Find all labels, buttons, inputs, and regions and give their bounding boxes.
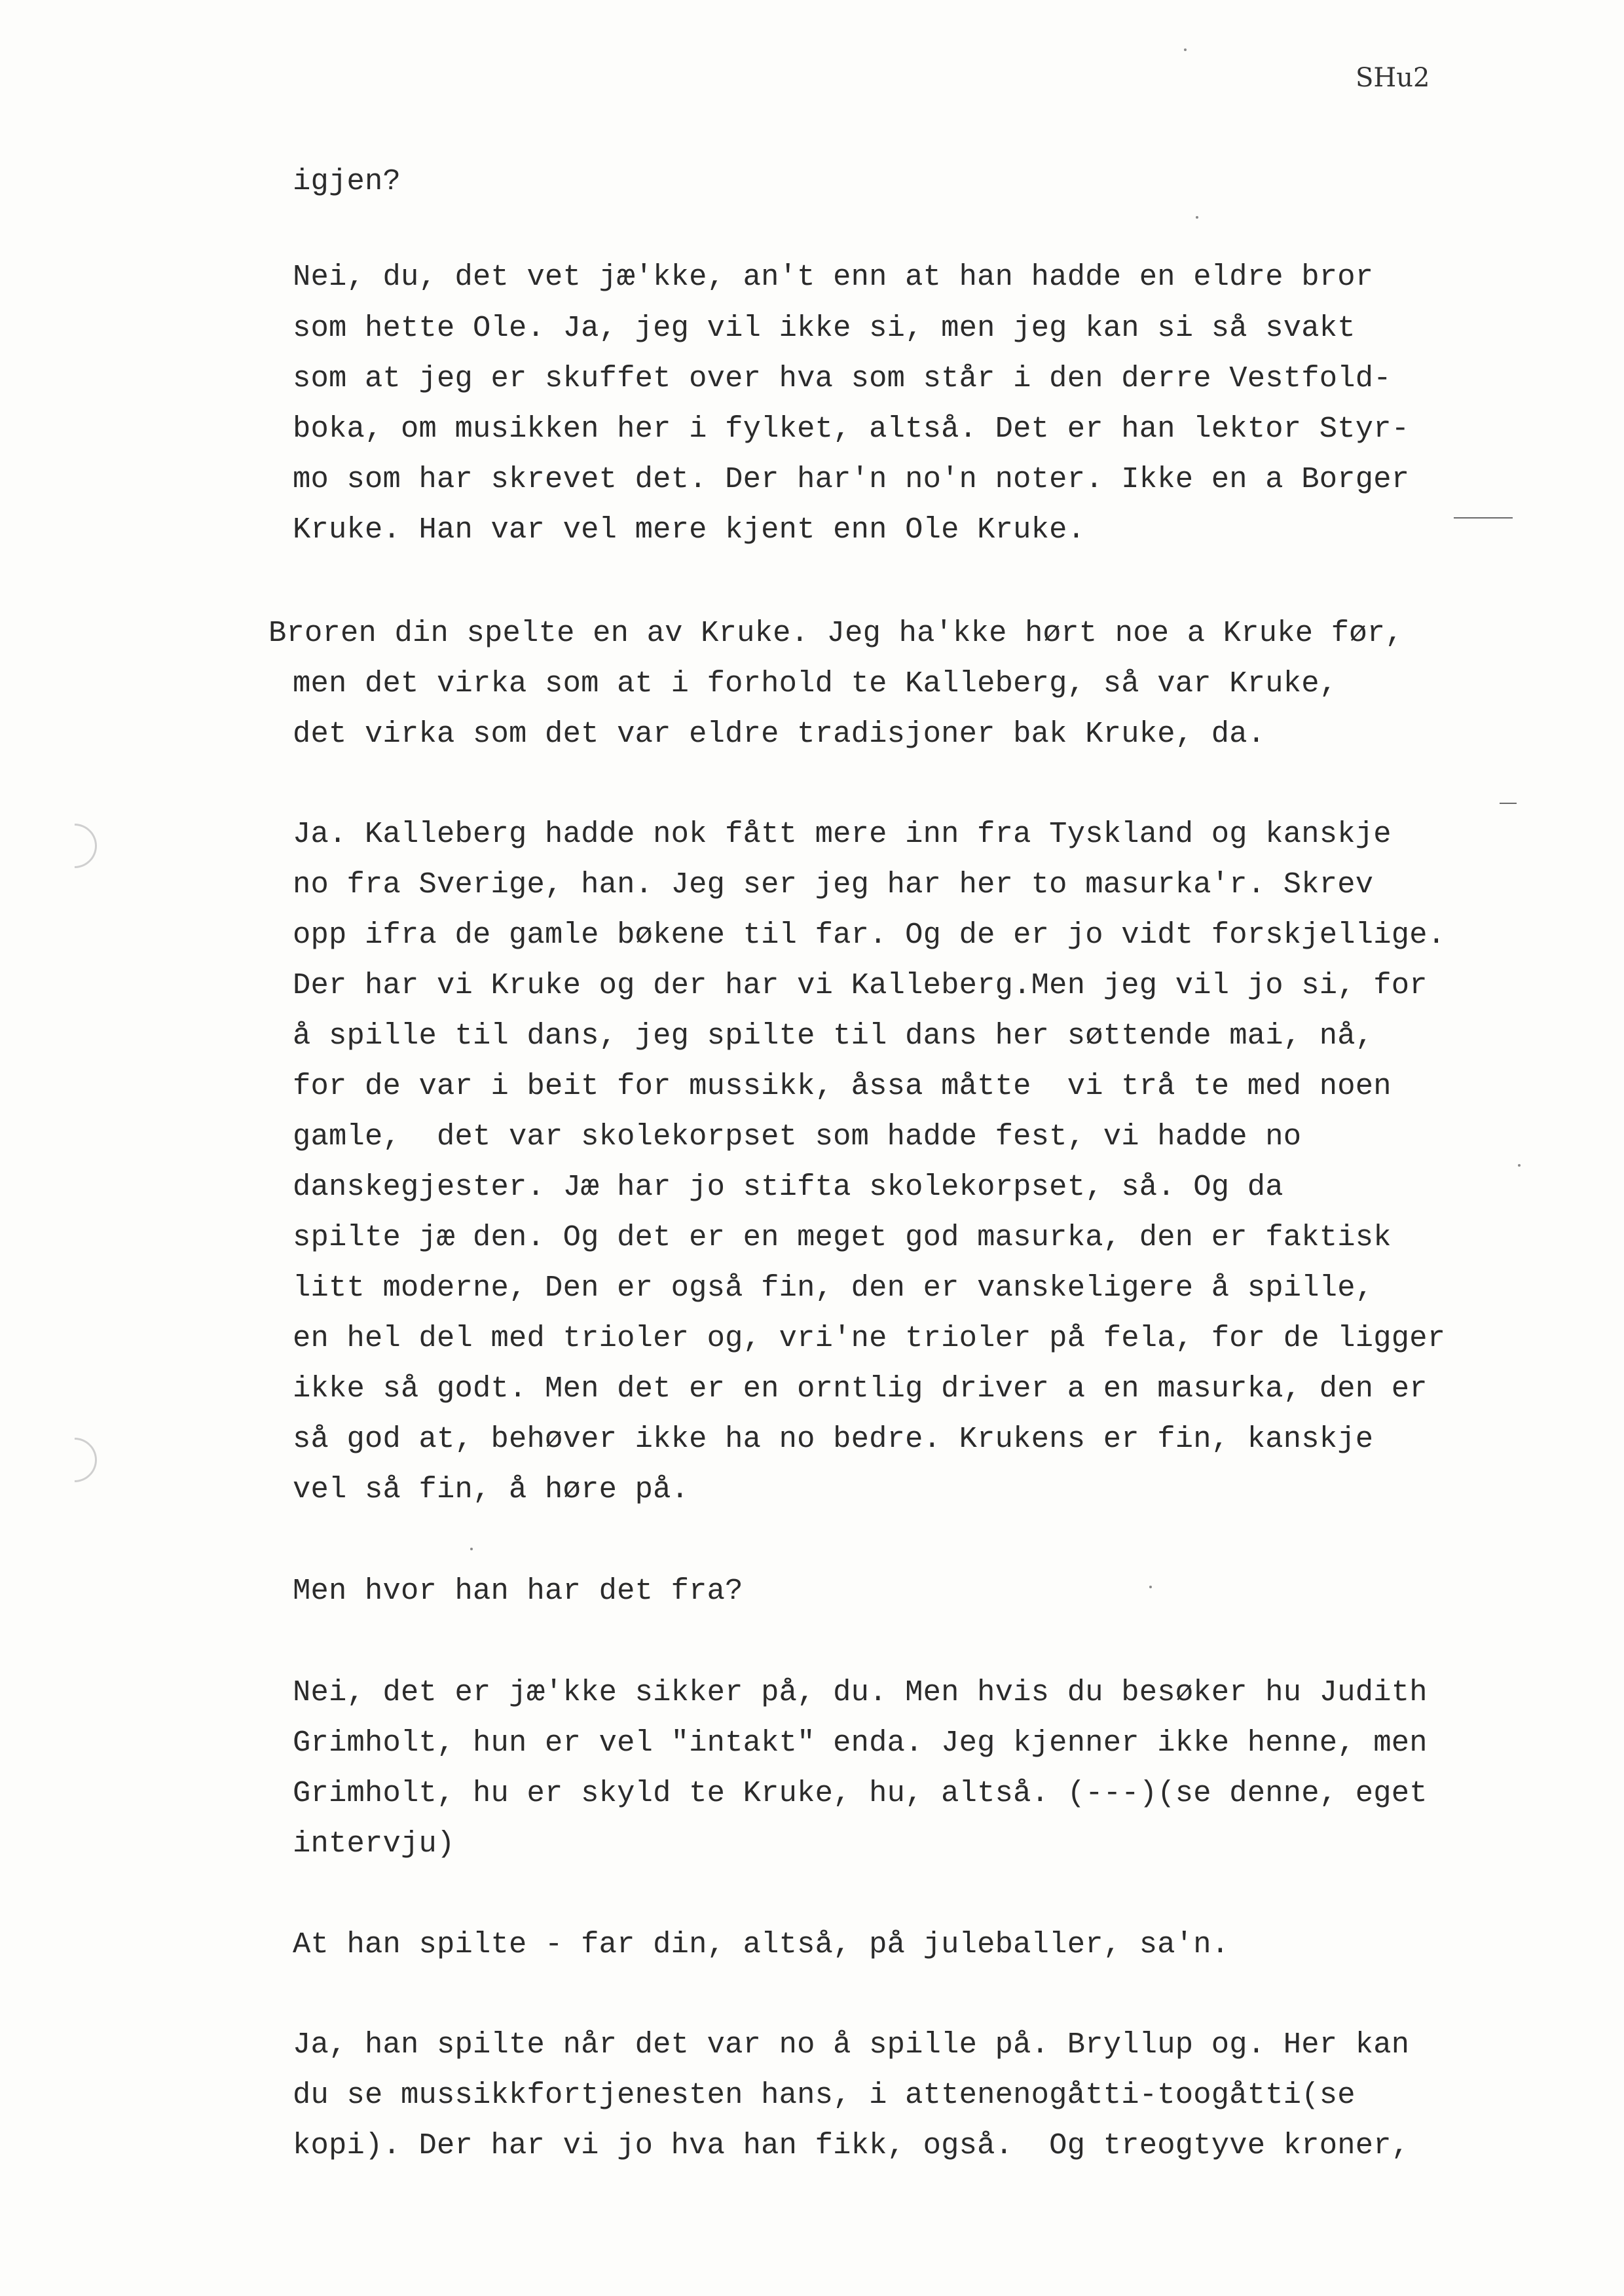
text-line: Nei, det er jæ'kke sikker på, du. Men hvis du besøker hu Judith [293,1675,1428,1709]
punch-hole-mark [43,1429,106,1491]
text-line: ikke så godt. Men det er en orntlig driver a en masurka, den er [293,1372,1428,1406]
text-line: det virka som det var eldre tradisjoner bak Kruke, da. [293,717,1266,751]
text-line: å spille til dans, jeg spilte til dans her søttende mai, nå, [293,1019,1374,1053]
text-line: som at jeg er skuffet over hva som står i den derre Vestfold- [293,361,1392,395]
text-line: men det virka som at i forhold te Kalleberg, så var Kruke, [293,666,1338,701]
pen-stroke-mark [1500,803,1517,804]
text-line: igjen? [293,164,401,198]
text-line: vel så fin, å høre på. [293,1472,690,1506]
text-line: boka, om musikken her i fylket, altså. Det er han lektor Styr- [293,412,1410,446]
text-line: opp ifra de gamle bøkene til far. Og de er jo vidt forskjellige. [293,918,1446,952]
scan-speck [1184,48,1187,51]
text-line: Men hvor han har det fra? [293,1574,743,1608]
pen-stroke-mark [1454,517,1513,519]
text-line: intervju) [293,1827,455,1861]
text-line: spilte jæ den. Og det er en meget god masurka, den er faktisk [293,1220,1392,1254]
text-line: At han spilte - far din, altså, på juleballer, sa'n. [293,1927,1230,1961]
text-line: en hel del med trioler og, vri'ne trioler på fela, for de ligger [293,1321,1446,1355]
scan-speck [1149,1586,1152,1588]
scan-speck [470,1548,473,1550]
text-line: for de var i beit for mussikk, åssa måtte vi trå te med noen [293,1069,1392,1103]
text-line: no fra Sverige, han. Jeg ser jeg har her to masurka'r. Skrev [293,867,1374,902]
text-line: Der har vi Kruke og der har vi Kalleberg.Men jeg vil jo si, for [293,968,1428,1002]
text-line: Broren din spelte en av Kruke. Jeg ha'kke hørt noe a Kruke før, [268,616,1403,650]
text-line: mo som har skrevet det. Der har'n no'n noter. Ikke en a Borger [293,462,1410,496]
text-line: litt moderne, Den er også fin, den er vanskeligere å spille, [293,1271,1374,1305]
text-line: så god at, behøver ikke ha no bedre. Krukens er fin, kanskje [293,1422,1374,1456]
text-line: som hette Ole. Ja, jeg vil ikke si, men jeg kan si så svakt [293,311,1356,345]
page-number: SHu2 [1356,63,1430,93]
text-line: Grimholt, hu er skyld te Kruke, hu, altså. (---)(se denne, eget [293,1776,1428,1810]
scan-speck [1196,216,1198,219]
text-line: Ja, han spilte når det var no å spille på. Bryllup og. Her kan [293,2028,1410,2062]
scan-speck [1518,1164,1521,1167]
text-line: gamle, det var skolekorpset som hadde fest, vi hadde no [293,1120,1302,1154]
text-line: Grimholt, hun er vel "intakt" enda. Jeg kjenner ikke henne, men [293,1726,1428,1760]
text-line: du se mussikkfortjenesten hans, i attenenogåtti-toogåtti(se [293,2078,1356,2112]
punch-hole-mark [43,814,106,877]
text-line: Nei, du, det vet jæ'kke, an't enn at han hadde en eldre bror [293,260,1374,294]
text-line: Ja. Kalleberg hadde nok fått mere inn fra Tyskland og kanskje [293,817,1392,851]
text-line: danskegjester. Jæ har jo stifta skolekorpset, så. Og da [293,1170,1283,1204]
text-line: Kruke. Han var vel mere kjent enn Ole Kruke. [293,513,1086,547]
text-line: kopi). Der har vi jo hva han fikk, også. Og treogtyve kroner, [293,2128,1410,2162]
